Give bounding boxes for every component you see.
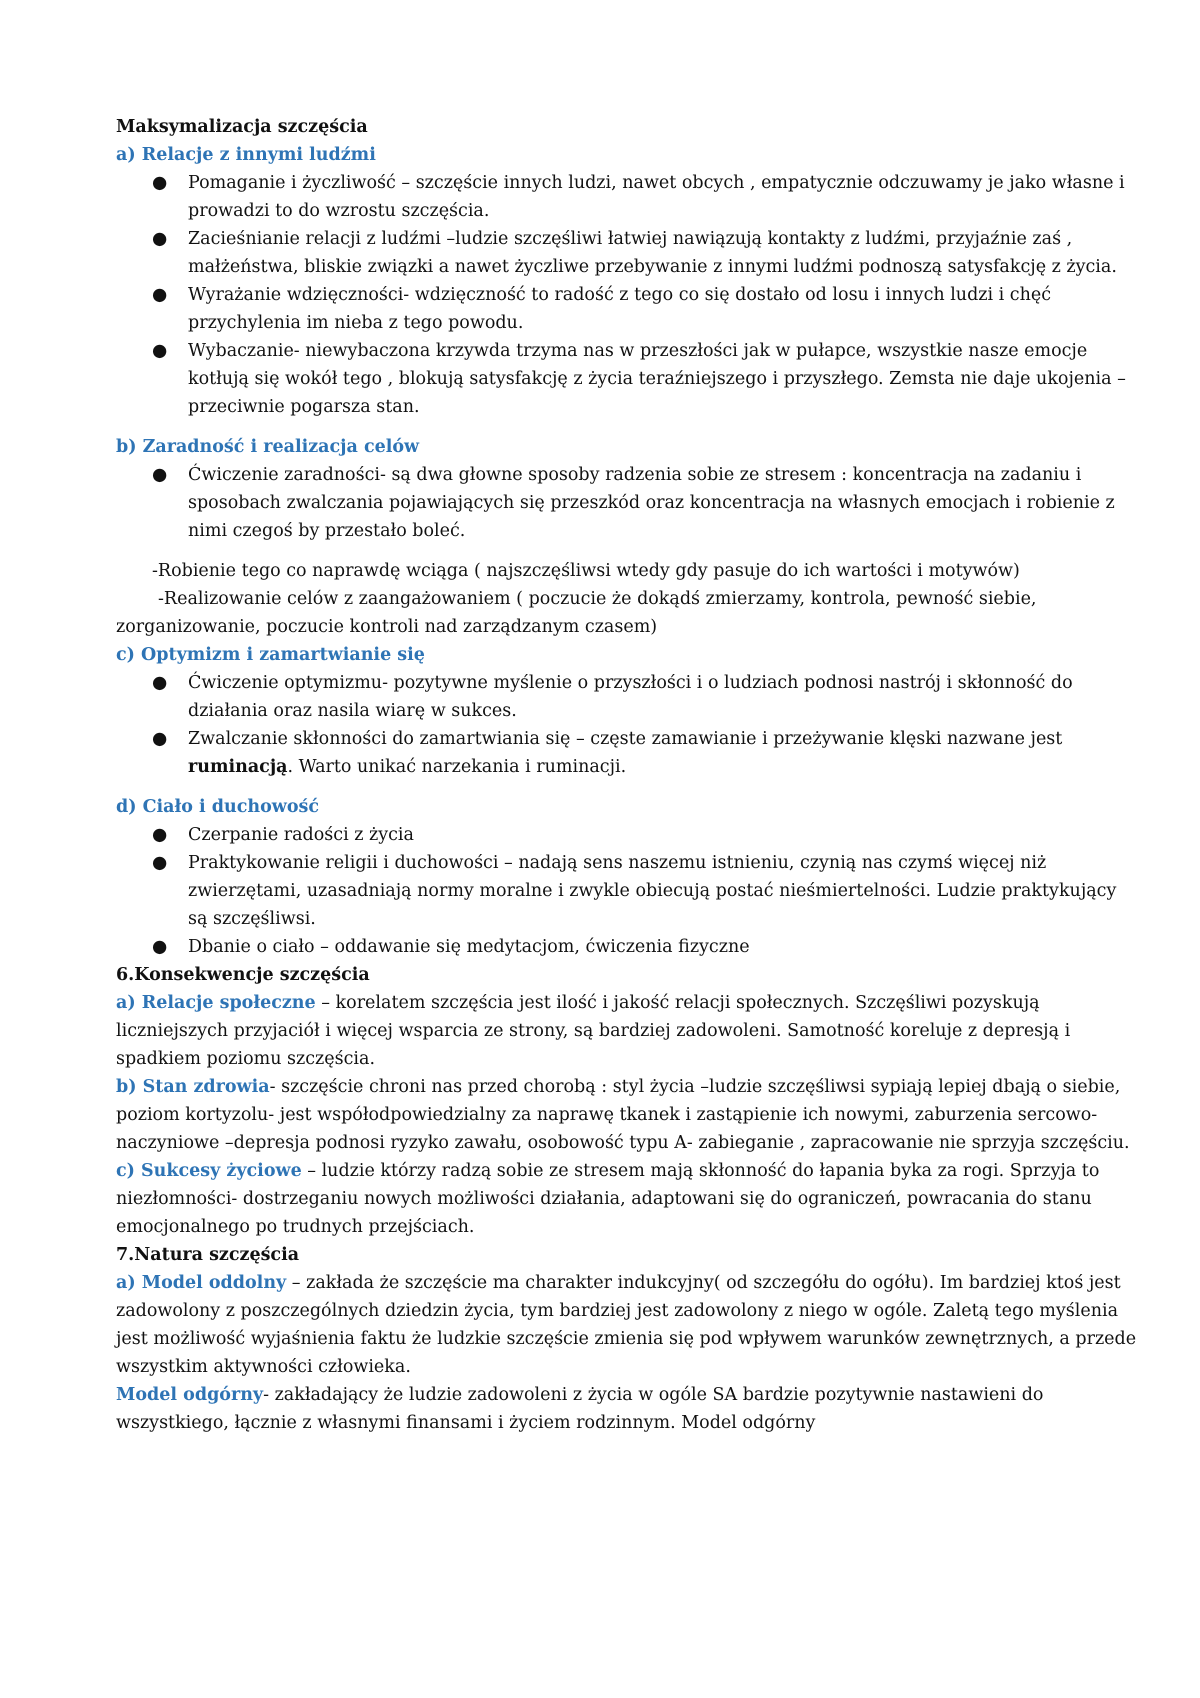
- section-6-c-label: c) Sukcesy życiowe: [116, 1161, 302, 1181]
- section-6-b-label: b) Stan zdrowia: [116, 1077, 270, 1097]
- list-item: [116, 725, 1140, 781]
- list-item-text: Wybaczanie- niewybaczona krzywda trzyma nas w przeszłości jak w pułapce, wszystkie nasze emocje kotłują się wokół tego , blokują satysfakcję z życia teraźniejszego i przyszłego. Zemsta nie daje ukojenia – przeciwnie pogarsza stan.: [188, 341, 1126, 417]
- list-item-text: Czerpanie radości z życia: [188, 825, 414, 845]
- section-7-a-paragraph: [116, 1269, 1140, 1381]
- bullet-icon: ●: [152, 341, 168, 361]
- section-d-heading: d) Ciało i duchowość: [116, 797, 320, 817]
- section-7-b-text: - zakładający że ludzie zadowoleni z życia w ogóle SA bardzie pozytywnie nastawieni do wszystkiego, łącznie z własnymi finansami i życiem rodzinnym. Model odgórny: [116, 1385, 1044, 1433]
- document-title: Maksymalizacja szczęścia: [116, 117, 368, 137]
- section-c-heading: c) Optymizm i zamartwianie się: [116, 645, 425, 665]
- list-item: [116, 821, 1140, 849]
- bullet-icon: ●: [152, 853, 168, 873]
- section-6-a-text: – korelatem szczęścia jest ilość i jakość relacji społecznych. Szczęśliwi pozyskują liczniejszych przyjaciół i więcej wsparcia ze strony, są bardziej zadowoleni. Samotność koreluje z depresją i spadkiem poziomu szczęścia.: [116, 993, 1071, 1069]
- list-item: [116, 169, 1140, 225]
- section-7-a-text: – zakłada że szczęście ma charakter indukcyjny( od szczegółu do ogółu). Im bardziej ktoś jest zadowolony z poszczególnych dziedzin życia, tym bardziej jest zadowolony z niego w ogóle. Zaletą tego myślenia jest możliwość wyjaśnienia faktu że ludzkie szczęście zmienia się pod wpływem warunków zewnętrznych, a przede wszystkim aktywności człowieka.: [116, 1273, 1137, 1377]
- bullet-icon: ●: [152, 825, 168, 845]
- list-item: [116, 225, 1140, 281]
- section-b-list: [116, 461, 1140, 545]
- section-b-paragraph-1: -Robienie tego co naprawdę wciąga ( najszczęśliwsi wtedy gdy pasuje do ich wartości i motywów): [152, 561, 1020, 581]
- section-6-b-text: - szczęście chroni nas przed chorobą : styl życia –ludzie szczęśliwsi sypiają lepiej dbają o siebie, poziom kortyzolu- jest współodpowiedzialny za naprawę tkanek i zastąpienie ich nowymi, zaburzenia sercowo-naczyniowe –depresja podnosi ryzyko zawału, osobowość typu A- zabieganie , zapracowanie nie sprzyja szczęściu.: [116, 1077, 1130, 1153]
- bullet-icon: ●: [152, 729, 168, 749]
- section-b-paragraph-2: -Realizowanie celów z zaangażowaniem ( poczucie że dokądś zmierzamy, kontrola, pewność siebie, zorganizowanie, poczucie kontroli nad zarządzanym czasem): [116, 589, 1037, 637]
- list-item-text-end: . Warto unikać narzekania i ruminacji.: [287, 757, 627, 777]
- bullet-icon: ●: [152, 285, 168, 305]
- bold-term: ruminacją: [188, 757, 288, 777]
- section-6-heading: 6.Konsekwencje szczęścia: [116, 965, 370, 985]
- list-item-text: Zwalczanie skłonności do zamartwiania się – częste zamawianie i przeżywanie klęski nazwane jest: [188, 729, 1063, 749]
- section-c-list: [116, 669, 1140, 781]
- section-6-b-paragraph: [116, 1073, 1140, 1157]
- list-item-text: Dbanie o ciało – oddawanie się medytacjom, ćwiczenia fizyczne: [188, 937, 750, 957]
- list-item: [116, 337, 1140, 421]
- list-item-text: Wyrażanie wdzięczności- wdzięczność to radość z tego co się dostało od losu i innych ludzi i chęć przychylenia im nieba z tego powodu.: [188, 285, 1052, 333]
- bullet-icon: ●: [152, 229, 168, 249]
- section-7-b-label: Model odgórny: [116, 1385, 264, 1405]
- section-6-c-text: – ludzie którzy radzą sobie ze stresem mają skłonność do łapania byka za rogi. Sprzyja to niezłomności- dostrzeganiu nowych możliwości działania, adaptowani się do ograniczeń, powracania do stanu emocjonalnego po trudnych przejściach.: [116, 1161, 1100, 1237]
- bullet-icon: ●: [152, 937, 168, 957]
- list-item: [116, 281, 1140, 337]
- section-6-c-paragraph: [116, 1157, 1140, 1241]
- list-item-text: Ćwiczenie zaradności- są dwa głowne sposoby radzenia sobie ze stresem : koncentracja na zadaniu i sposobach zwalczania pojawiających się przeszkód oraz koncentracja na własnych emocjach i robienie z nimi czegoś by przestało boleć.: [188, 465, 1115, 541]
- section-7-heading: 7.Natura szczęścia: [116, 1245, 300, 1265]
- bullet-icon: ●: [152, 173, 168, 193]
- list-item: [116, 849, 1140, 933]
- section-7-b-paragraph: [116, 1381, 1140, 1437]
- section-6-a-paragraph: [116, 989, 1140, 1073]
- section-7-a-label: a) Model oddolny: [116, 1273, 287, 1293]
- list-item: [116, 461, 1140, 545]
- list-item-text: Ćwiczenie optymizmu- pozytywne myślenie o przyszłości i o ludziach podnosi nastrój i skłonność do działania oraz nasila wiarę w sukces.: [188, 673, 1073, 721]
- section-d-list: [116, 821, 1140, 961]
- bullet-icon: ●: [152, 673, 168, 693]
- section-6-a-label: a) Relacje społeczne: [116, 993, 316, 1013]
- section-a-list: [116, 169, 1140, 421]
- list-item-text: Pomaganie i życzliwość – szczęście innych ludzi, nawet obcych , empatycznie odczuwamy je jako własne i prowadzi to do wzrostu szczęścia.: [188, 173, 1125, 221]
- list-item-text: Zacieśnianie relacji z ludźmi –ludzie szczęśliwi łatwiej nawiązują kontakty z ludźmi, przyjaźnie zaś , małżeństwa, bliskie związki a nawet życzliwe przebywanie z innymi ludźmi podnoszą satysfakcję z życia.: [188, 229, 1117, 277]
- section-b-heading: b) Zaradność i realizacja celów: [116, 437, 420, 457]
- list-item: [116, 669, 1140, 725]
- section-a-heading: a) Relacje z innymi ludźmi: [116, 145, 376, 165]
- bullet-icon: ●: [152, 465, 168, 485]
- list-item-text: Praktykowanie religii i duchowości – nadają sens naszemu istnieniu, czynią nas czymś więcej niż zwierzętami, uzasadniają normy moralne i zwykle obiecują postać nieśmiertelności. Ludzie praktykujący są szczęśliwsi.: [188, 853, 1117, 929]
- list-item: [116, 933, 1140, 961]
